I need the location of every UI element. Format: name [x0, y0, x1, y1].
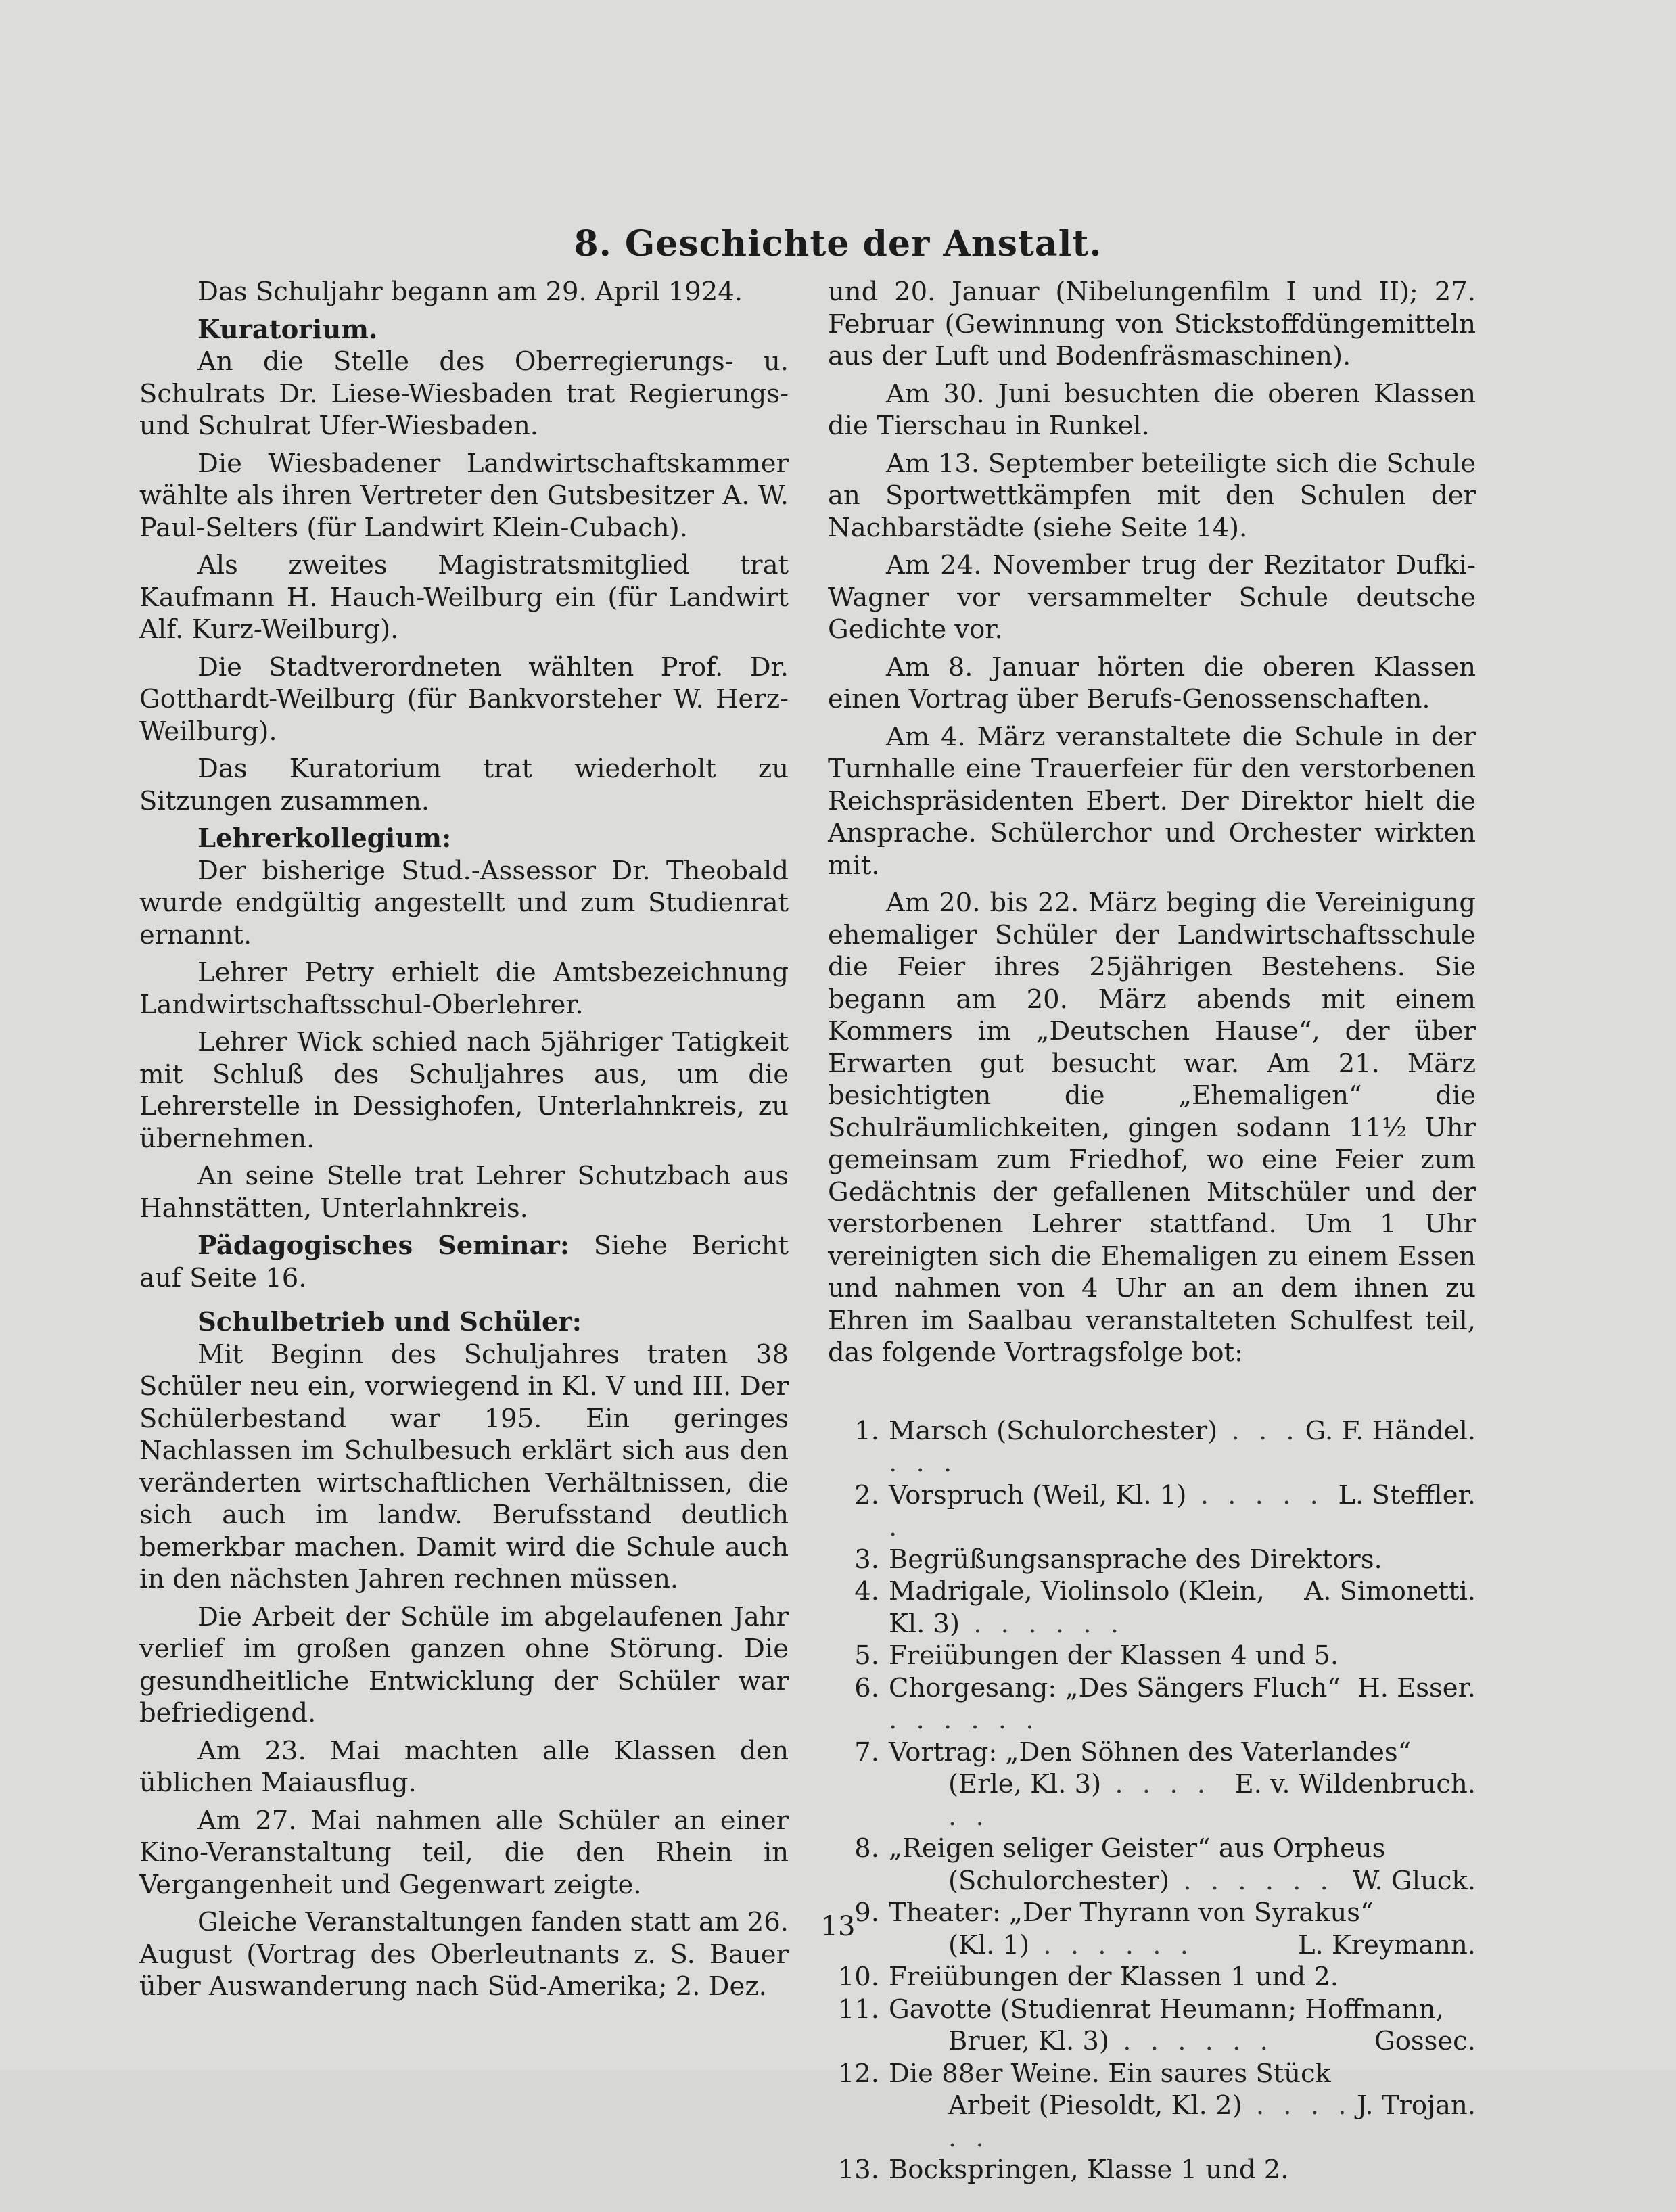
paragraph: Das Schuljahr begann am 29. April 1924.: [197, 277, 743, 307]
paragraph: Gleiche Veranstaltungen fanden statt am 26. August (Vortrag des Oberleutnants z. S. Bauer über Auswanderung nach Süd-Amerika; 2. Dez.: [139, 1907, 789, 2002]
program-item: [828, 1575, 1476, 1640]
program-item-title: Madrigale, Violinsolo (Klein, Kl. 3) . . .: [889, 1575, 1304, 1640]
program-item-body: [889, 2154, 1476, 2186]
program-item-detail: Arbeit (Piesoldt, Kl. 2) . . .: [948, 2090, 1357, 2154]
paragraph: Lehrer Petry erhielt die Amtsbezeichnung Landwirtschaftsschul-Oberlehrer.: [139, 957, 789, 1020]
paragraph: Das Kuratorium trat wiederholt zu Sitzungen zusammen.: [139, 754, 789, 816]
program-item-number: 13.: [837, 2155, 879, 2185]
paragraph: Die Arbeit der Schüle im abgelaufenen Jahr verlief im großen ganzen ohne Störung. Die gesundheitliche Entwicklung der Schüler war befriedigend.: [139, 1601, 789, 1728]
program-item-number: 6.: [854, 1672, 879, 1703]
paragraph: Als zweites Magistratsmitglied trat Kaufmann H. Hauch-Weilburg ein (für Landwirt Alf. Kurz-Weilburg).: [139, 550, 789, 645]
program-item-body: [889, 1961, 1476, 1994]
program-item-line: [889, 1640, 1476, 1672]
program-item-body: [889, 1640, 1476, 1672]
program-item-number: 10.: [837, 1962, 879, 1992]
program-item-author: H. Esser.: [1357, 1672, 1476, 1703]
program-item-body: [889, 1736, 1476, 1833]
program-item-line: [889, 1672, 1476, 1736]
section-heading-kuratorium: Kuratorium.: [197, 314, 378, 345]
paragraph: Am 30. Juni besuchten die oberen Klassen die Tierschau in Runkel.: [828, 378, 1476, 441]
program-item-line: [889, 2090, 1476, 2154]
program-item-number: 8.: [854, 1833, 879, 1864]
program-item: [828, 1544, 1476, 1576]
paragraph: Am 8. Januar hörten die oberen Klassen einen Vortrag über Berufs-Genossenschaften.: [828, 651, 1476, 714]
section-heading-lehrerkollegium: Lehrerkollegium:: [197, 823, 452, 854]
program-item-detail: (Schulorchester) . . .: [948, 1865, 1353, 1897]
program-item-detail: Bruer, Kl. 3) . . .: [948, 2025, 1374, 2058]
program-item-body: [889, 1672, 1476, 1736]
section-heading-schulbetrieb: Schulbetrieb und Schüler:: [197, 1307, 582, 1337]
program-item-author: L. Steffler.: [1338, 1479, 1476, 1511]
program-item: [828, 1415, 1476, 1479]
program-item-number: 11.: [837, 1994, 879, 2025]
program-item-line: [889, 2025, 1476, 2058]
program-item-title: Freiübungen der Klassen 4 und 5.: [889, 1640, 1339, 1671]
program-item-body: [889, 1833, 1476, 1897]
paragraph: Am 24. November trug der Rezitator Dufki-Wagner vor versammelter Schule deutsche Gedichte vor.: [828, 550, 1476, 645]
program-item-number: 4.: [854, 1576, 879, 1607]
program-item-number: 3.: [854, 1544, 879, 1575]
program-item: [828, 1479, 1476, 1544]
program-item-author: G. F. Händel.: [1305, 1415, 1476, 1446]
program-item-title: Freiübungen der Klassen 1 und 2.: [889, 1962, 1339, 1992]
paragraph: Der bisherige Stud.-Assessor Dr. Theobald wurde endgültig angestellt und zum Studienrat ernannt.: [139, 855, 789, 950]
program-item-title: Chorgesang: „Des Sängers Fluch“ . . .: [889, 1672, 1357, 1736]
paragraph: Am 20. bis 22. März beging die Vereinigung ehemaliger Schüler der Landwirtschaftsschule die Feier ihres 25jährigen Bestehens. Sie begann am 20. März abends mit einem Kommers im „Deutschen Hause“, der über Erwarten gut besucht war. Am 21. März besichtigten die „Ehemaligen“ die Schulräumlichkeiten, gingen sodann 11½ Uhr gemeinsam zum Friedhof, wo eine Feier zum Gedächtnis der gefallenen Mitschüler und der verstorbenen Lehrer stattfand. Um 1 Uhr vereinigten sich die Ehemaligen zu einem Essen und nahmen von 4 Uhr an an dem ihnen zu Ehren im Saalbau veranstalteten Schulfest teil, das folgende Vortragsfolge bot:: [828, 888, 1476, 1368]
program-item-number: 2.: [854, 1479, 879, 1511]
paragraph: Lehrer Wick schied nach 5jähriger Tatigkeit mit Schluß des Schuljahres aus, um die Lehrerstelle in Dessighofen, Unterlahnkreis, zu übernehmen.: [139, 1027, 789, 1154]
program-item-number: 1.: [854, 1415, 879, 1446]
left-column: [139, 276, 789, 2008]
paragraph: Am 27. Mai nahmen alle Schüler an einer Kino-Veranstaltung teil, die den Rhein in Vergangenheit und Gegenwart zeigte.: [139, 1805, 789, 1900]
program-item-body: [889, 2058, 1476, 2155]
program-item: [828, 1833, 1476, 1897]
program-item: [828, 1994, 1476, 2058]
program-item-author: A. Simonetti.: [1304, 1576, 1476, 1607]
program-item-title: Vortrag: „Den Söhnen des Vaterlandes“: [889, 1736, 1412, 1768]
paragraph: und 20. Januar (Nibelungenfilm I und II); 27. Februar (Gewinnung von Stickstoffdüngemitteln aus der Luft und Bodenfräsmaschinen).: [828, 277, 1476, 371]
program-item-line: [889, 1415, 1476, 1479]
program-item-line: [889, 1575, 1476, 1640]
program-item-author: L. Kreymann.: [1297, 1929, 1476, 1960]
page-title: 8. Geschichte der Anstalt.: [574, 223, 1102, 264]
paragraph-seminar: [139, 1230, 789, 1294]
program-item-title: Begrüßungsansprache des Direktors.: [889, 1544, 1382, 1575]
program-item-line: [889, 1736, 1476, 1769]
program-item: [828, 2154, 1476, 2186]
program-item-author: J. Trojan.: [1356, 2090, 1476, 2121]
paragraph: An seine Stelle trat Lehrer Schutzbach aus Hahnstätten, Unterlahnkreis.: [139, 1161, 789, 1224]
program-item: [828, 2058, 1476, 2155]
program-item-number: 9.: [854, 1897, 879, 1928]
program-item-line: [889, 2058, 1476, 2090]
program-item-title: Bockspringen, Klasse 1 und 2.: [889, 2155, 1289, 2185]
program-item-title: Vorspruch (Weil, Kl. 1) . . .: [889, 1479, 1338, 1544]
program-item-body: [889, 1544, 1476, 1576]
program-list: [828, 1415, 1476, 2186]
program-item-author: Gossec.: [1374, 2026, 1476, 2056]
program-item-author: E. v. Wildenbruch.: [1234, 1769, 1476, 1799]
program-item-detail: (Kl. 1) . . .: [948, 1929, 1298, 1962]
section-heading-seminar: Pädagogisches Seminar:: [197, 1230, 570, 1261]
program-item-title: „Reigen seliger Geister“ aus Orpheus: [889, 1833, 1386, 1864]
program-item-body: [889, 1994, 1476, 2058]
page-number: 13: [820, 1911, 856, 1942]
program-item-line: [889, 1833, 1476, 1865]
program-item-number: 7.: [854, 1736, 879, 1768]
paragraph: Am 13. September beteiligte sich die Schule an Sportwettkämpfen mit den Schulen der Nachbarstädte (siehe Seite 14).: [828, 448, 1476, 543]
program-item-title: Die 88er Weine. Ein saures Stück: [889, 2058, 1331, 2089]
program-item: [828, 1736, 1476, 1833]
program-item-body: [889, 1415, 1476, 1479]
program-item: [828, 1640, 1476, 1672]
program-item-number: 5.: [854, 1640, 879, 1671]
program-item-detail: (Erle, Kl. 3) . . .: [948, 1768, 1235, 1833]
seminar-text: Siehe Bericht auf Seite 16.: [139, 1230, 789, 1293]
program-item-title: Marsch (Schulorchester) . . .: [889, 1415, 1305, 1479]
program-item-title: Gavotte (Studienrat Heumann; Hoffmann,: [889, 1994, 1444, 2025]
program-item-body: [889, 1479, 1476, 1544]
paragraph: Die Stadtverordneten wählten Prof. Dr. Gotthardt-Weilburg (für Bankvorsteher W. Herz-Weilburg).: [139, 651, 789, 747]
paragraph: An die Stelle des Oberregierungs- u. Schulrats Dr. Liese-Wiesbaden trat Regierungs- und Schulrat Ufer-Wiesbaden.: [139, 346, 789, 441]
program-item-line: [889, 1479, 1476, 1544]
program-item-line: [889, 1994, 1476, 2026]
program-item-line: [889, 1768, 1476, 1833]
program-item-number: 12.: [837, 2058, 879, 2089]
program-item-title: Theater: „Der Thyrann von Syrakus“: [889, 1897, 1374, 1928]
paragraph: Die Wiesbadener Landwirtschaftskammer wählte als ihren Vertreter den Gutsbesitzer A. W. Paul-Selters (für Landwirt Klein-Cubach).: [139, 448, 789, 543]
program-item: [828, 1672, 1476, 1736]
program-item-author: W. Gluck.: [1352, 1865, 1476, 1896]
paragraph: Am 23. Mai machten alle Klassen den üblichen Maiausflug.: [139, 1735, 789, 1798]
program-item-body: [889, 1575, 1476, 1640]
program-item-line: [889, 1961, 1476, 1994]
paragraph: Am 4. März veranstaltete die Schule in der Turnhalle eine Trauerfeier für den verstorbenen Reichspräsidenten Ebert. Der Direktor hielt die Ansprache. Schülerchor und Orchester wirkten mit.: [828, 721, 1476, 881]
program-item-line: [889, 1865, 1476, 1897]
program-item: [828, 1961, 1476, 1994]
paragraph: Mit Beginn des Schuljahres traten 38 Schüler neu ein, vorwiegend in Kl. V und III. Der Schülerbestand war 195. Ein geringes Nachlassen im Schulbesuch erklärt sich aus den veränderten wirtschaftlichen Verhältnissen, die sich auch im landw. Berufsstand deutlich bemerkbar machen. Damit wird die Schule auch in den nächsten Jahren rechnen müssen.: [139, 1339, 789, 1594]
program-item-line: [889, 2154, 1476, 2186]
program-item-line: [889, 1544, 1476, 1576]
